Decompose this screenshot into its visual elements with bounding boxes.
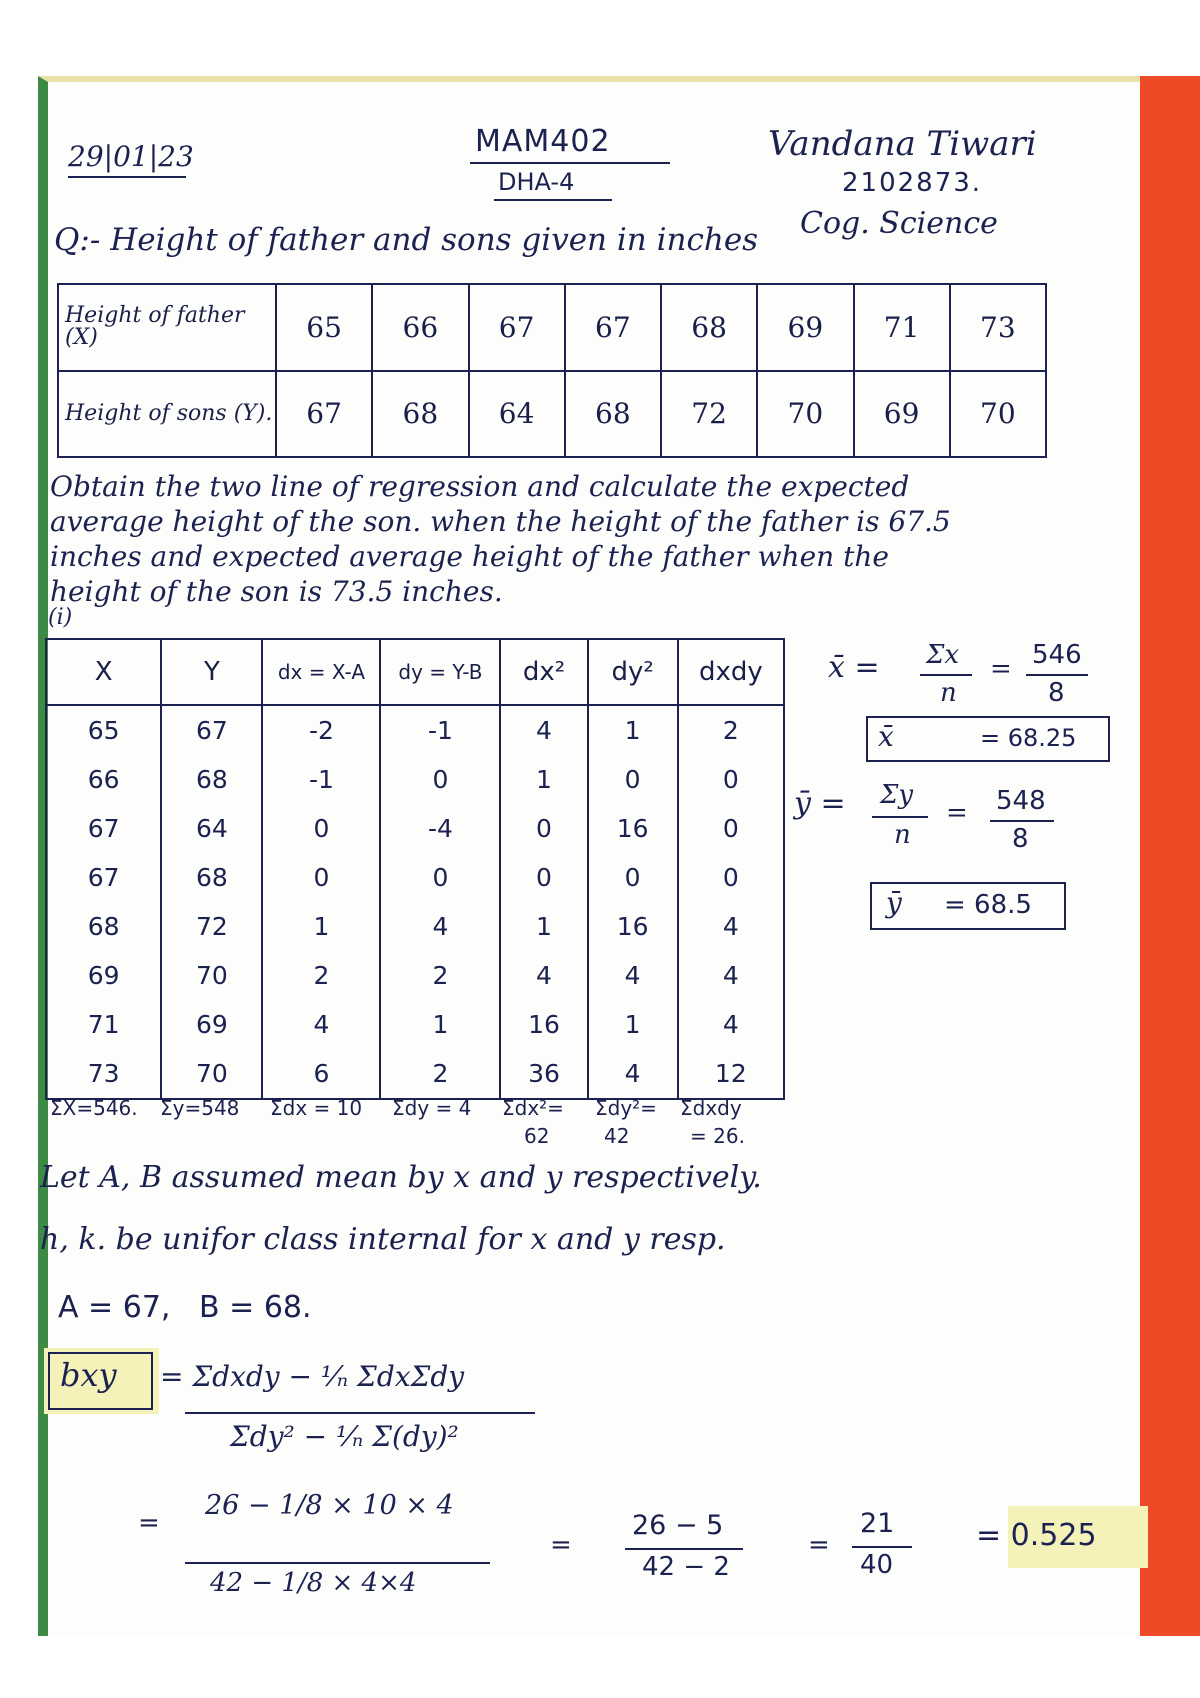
table-cell: 16 [500, 1000, 587, 1049]
xbar-result: = 68.25 [980, 724, 1077, 752]
table-cell: 1 [588, 705, 678, 755]
table-row [46, 951, 784, 1000]
table-row [46, 804, 784, 853]
table-cell: 16 [588, 804, 678, 853]
ybar-box-lhs: ȳ [886, 886, 902, 919]
ybar-val-den: 8 [1012, 824, 1029, 854]
table-cell: 1 [380, 1000, 500, 1049]
table-cell: 0 [500, 853, 587, 902]
step2-eq: = [550, 1530, 572, 1560]
sum-dy2-value: 42 [604, 1124, 630, 1148]
ybar-eq: = [946, 798, 968, 828]
table-cell: 4 [500, 705, 587, 755]
table-cell: 1 [588, 1000, 678, 1049]
col-header: dx = X-A [262, 639, 380, 705]
step3-denominator: 40 [860, 1550, 894, 1580]
table-cell: 64 [161, 804, 262, 853]
table-cell: 68 [46, 902, 161, 951]
formula-denominator: Σdy² − ¹⁄ₙ Σ(dy)² [230, 1420, 459, 1453]
table-header-row [46, 639, 784, 705]
table-cell: 67 [46, 804, 161, 853]
table-cell: 2 [262, 951, 380, 1000]
table-cell: -1 [262, 755, 380, 804]
problem-line: Obtain the two line of regression and calculate the expected [50, 470, 910, 503]
ybar-result: = 68.5 [944, 890, 1032, 920]
ybar-val-num: 548 [996, 786, 1046, 816]
department: Cog. Science [800, 206, 998, 241]
table-cell: 0 [500, 804, 587, 853]
sum-dxdy-value: = 26. [690, 1124, 745, 1148]
table-cell: 2 [678, 705, 784, 755]
table-cell: 73 [46, 1049, 161, 1099]
student-name: Vandana Tiwari [768, 124, 1037, 164]
table-row [46, 1049, 784, 1099]
problem-line: average height of the son. when the height of the father is 67.5 [50, 505, 951, 538]
sub-frac-line [185, 1562, 490, 1564]
ybar-den: n [894, 820, 911, 850]
table-cell: 0 [380, 755, 500, 804]
red-page-edge [1140, 76, 1200, 1636]
ybar-num: Σy [880, 780, 914, 810]
assignment-underline [494, 199, 612, 201]
step2-denominator: 42 − 2 [642, 1552, 730, 1582]
table-cell: 1 [500, 755, 587, 804]
table-cell: 4 [678, 902, 784, 951]
sub-numerator: 26 − 1/8 × 10 × 4 [205, 1490, 454, 1521]
problem-line: inches and expected average height of the father when the [50, 540, 889, 573]
table-cell: 0 [262, 804, 380, 853]
sum-dx2-label: Σdx²= [502, 1096, 564, 1120]
solution-line: Let A, B assumed mean by x and y respectively. [40, 1160, 762, 1195]
father-height: 66 [372, 284, 468, 371]
assignment-title: DHA-4 [498, 168, 575, 196]
table-cell: 69 [46, 951, 161, 1000]
father-height: 67 [565, 284, 661, 371]
son-height: 72 [661, 371, 757, 458]
table-cell: 4 [588, 951, 678, 1000]
table-cell: 69 [161, 1000, 262, 1049]
table-cell: 4 [678, 1000, 784, 1049]
xbar-eq: = [990, 654, 1012, 684]
table-cell: 0 [678, 755, 784, 804]
table-row [46, 902, 784, 951]
father-row-label: Height of father (X) [58, 284, 276, 371]
sub-eq: = [138, 1508, 160, 1538]
father-row [58, 284, 1046, 371]
formula-frac-line [185, 1412, 535, 1414]
sum-dxdy-label: Σdxdy [680, 1096, 742, 1120]
table-cell: 0 [588, 853, 678, 902]
table-cell: 70 [161, 1049, 262, 1099]
col-header: dy² [588, 639, 678, 705]
course-code: MAM402 [475, 124, 611, 159]
table-cell: -4 [380, 804, 500, 853]
table-cell: 2 [380, 1049, 500, 1099]
table-cell: 67 [46, 853, 161, 902]
xbar-val-num: 546 [1032, 640, 1082, 670]
table-cell: 6 [262, 1049, 380, 1099]
question-text: Q:- Height of father and sons given in inches [54, 222, 759, 258]
table-cell: 0 [678, 853, 784, 902]
table-cell: 4 [262, 1000, 380, 1049]
table-cell: -1 [380, 705, 500, 755]
col-header: dy = Y-B [380, 639, 500, 705]
sum-x: ΣX=546. [50, 1096, 138, 1120]
table-cell: 71 [46, 1000, 161, 1049]
son-height: 70 [950, 371, 1046, 458]
date-underline [68, 176, 186, 178]
son-height: 68 [372, 371, 468, 458]
table-cell: 16 [588, 902, 678, 951]
father-height: 73 [950, 284, 1046, 371]
table-row [46, 853, 784, 902]
son-height: 70 [757, 371, 853, 458]
ybar-lhs: ȳ = [794, 786, 846, 821]
col-header: dxdy [678, 639, 784, 705]
xbar-den: n [940, 678, 957, 708]
part-label: (i) [48, 605, 73, 630]
problem-line: height of the son is 73.5 inches. [50, 575, 503, 608]
solution-line: h, k. be unifor class internal for x and y resp. [40, 1222, 726, 1257]
col-header: X [46, 639, 161, 705]
table-row [46, 1000, 784, 1049]
father-height: 69 [757, 284, 853, 371]
table-cell: 4 [678, 951, 784, 1000]
father-height: 67 [469, 284, 565, 371]
formula-numerator: = Σdxdy − ¹⁄ₙ ΣdxΣdy [160, 1360, 465, 1393]
table-cell: 68 [161, 853, 262, 902]
son-row [58, 371, 1046, 458]
table-row [46, 705, 784, 755]
table-cell: 36 [500, 1049, 587, 1099]
father-height: 65 [276, 284, 372, 371]
xbar-val-line [1026, 674, 1088, 676]
son-height: 64 [469, 371, 565, 458]
table-cell: 68 [161, 755, 262, 804]
table-cell: 0 [380, 853, 500, 902]
table-cell: 72 [161, 902, 262, 951]
xbar-num: Σx [926, 640, 960, 670]
son-height: 69 [854, 371, 950, 458]
son-row-label: Height of sons (Y). [58, 371, 276, 458]
table-cell: 4 [588, 1049, 678, 1099]
table-cell: 1 [500, 902, 587, 951]
table-cell: 12 [678, 1049, 784, 1099]
course-underline [470, 162, 670, 164]
col-header: dx² [500, 639, 587, 705]
bxy-label: bxy [60, 1356, 117, 1394]
ybar-frac-line [872, 816, 928, 818]
calculation-table-body [46, 705, 784, 1099]
table-cell: 4 [500, 951, 587, 1000]
ybar-val-line [990, 820, 1054, 822]
xbar-lhs: x̄ = [828, 650, 880, 685]
son-height: 67 [276, 371, 372, 458]
sub-denominator: 42 − 1/8 × 4×4 [210, 1568, 417, 1598]
sum-dx2-value: 62 [524, 1124, 550, 1148]
bxy-result: = 0.525 [976, 1518, 1097, 1553]
step2-numerator: 26 − 5 [632, 1510, 724, 1541]
step3-eq: = [808, 1530, 830, 1560]
sum-dy: Σdy = 4 [392, 1096, 472, 1120]
table-cell: 70 [161, 951, 262, 1000]
xbar-frac-line [920, 674, 972, 676]
table-cell: 65 [46, 705, 161, 755]
table-cell: 0 [262, 853, 380, 902]
step3-numerator: 21 [860, 1508, 895, 1539]
table-cell: -2 [262, 705, 380, 755]
assumed-means: A = 67, B = 68. [58, 1290, 312, 1325]
table-cell: 66 [46, 755, 161, 804]
xbar-box-lhs: x̄ [878, 720, 894, 753]
xbar-val-den: 8 [1048, 678, 1065, 708]
table-row [46, 755, 784, 804]
table-cell: 1 [262, 902, 380, 951]
height-data-table [57, 283, 1047, 458]
sum-y: Σy=548 [160, 1096, 240, 1120]
father-height: 68 [661, 284, 757, 371]
table-cell: 67 [161, 705, 262, 755]
calculation-table [45, 638, 785, 1100]
sum-dy2-label: Σdy²= [595, 1096, 657, 1120]
table-cell: 0 [588, 755, 678, 804]
sum-dx: Σdx = 10 [270, 1096, 363, 1120]
table-cell: 2 [380, 951, 500, 1000]
step3-frac-line [852, 1546, 912, 1548]
step2-frac-line [625, 1548, 743, 1550]
date: 29|01|23 [68, 140, 194, 173]
table-cell: 4 [380, 902, 500, 951]
son-height: 68 [565, 371, 661, 458]
father-height: 71 [854, 284, 950, 371]
col-header: Y [161, 639, 262, 705]
roll-number: 2102873. [842, 168, 983, 198]
table-cell: 0 [678, 804, 784, 853]
